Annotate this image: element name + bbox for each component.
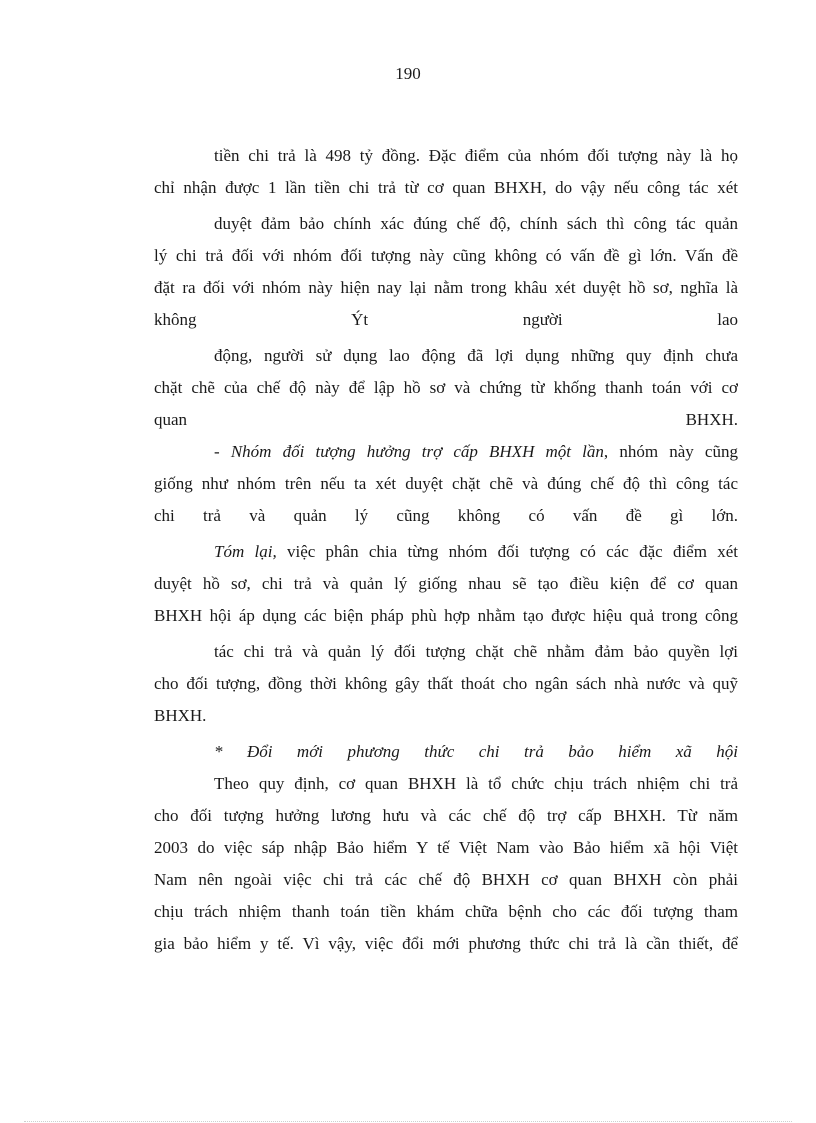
text-line: duyệt đảm bảo chính xác đúng chế độ, chính sách thì công tác quản [214,214,738,233]
text-line: tác chi trả và quản lý đối tượng chặt chẽ nhằm đảm bảo quyền lợi [214,642,738,661]
text-line [154,436,738,468]
text-line: chi trả và quản lý cũng không có vấn đề gì lớn. [154,506,738,525]
italic-phrase: Nhóm đối tượng hưởng trợ cấp BHXH một lần [230,442,604,461]
text-line: BHXH. [154,706,207,725]
line-rest: , nhóm này cũng [603,442,738,461]
text-line: tiền chi trả là 498 tỷ đồng. Đặc điểm của nhóm đối tượng này là họ [214,146,738,165]
text-line: cho đối tượng, đồng thời không gây thất thoát cho ngân sách nhà nước và quỹ [154,674,738,693]
text-line: lý chi trả đối với nhóm đối tượng này cũng không có vấn đề gì lớn. Vấn đề [154,246,738,265]
text-line: duyệt hồ sơ, chi trả và quản lý giống nhau sẽ tạo điều kiện để cơ quan [154,574,738,593]
text-line: Nam nên ngoài việc chi trả các chế độ BHXH cơ quan BHXH còn phải [154,870,738,889]
text-line: BHXH hội áp dụng các biện pháp phù hợp nhằm tạo được hiệu quả trong công [154,606,738,625]
text-line [154,536,738,568]
text-line: chỉ nhận được 1 lần tiền chi trả từ cơ quan BHXH, do vậy nếu công tác xét [154,178,738,197]
body-text [154,140,738,960]
text-line: chịu trách nhiệm thanh toán tiền khám chữa bệnh cho các đối tượng tham [154,902,738,921]
text-line: giống như nhóm trên nếu ta xét duyệt chặt chẽ và đúng chế độ thì công tác [154,474,738,493]
italic-phrase: Tóm lại, [214,542,277,561]
text-line: quan BHXH. [154,410,738,429]
text-line: cho đối tượng hưởng lương hưu và các chế độ trợ cấp BHXH. Từ năm [154,806,738,825]
text-line: chặt chẽ của chế độ này để lập hồ sơ và chứng từ khống thanh toán với cơ [154,378,738,397]
footer-divider [24,1121,792,1122]
dash-prefix: - [214,442,231,461]
section-heading: * Đổi mới phương thức chi trả bảo hiểm xã hội [214,742,738,761]
text-line: Theo quy định, cơ quan BHXH là tổ chức chịu trách nhiệm chi trả [214,774,738,793]
line-rest: việc phân chia từng nhóm đối tượng có các đặc điểm xét [276,542,738,561]
page-number: 190 [395,64,421,83]
text-line: gia bảo hiểm y tế. Vì vậy, việc đổi mới phương thức chi trả là cần thiết, để [154,934,738,953]
text-line: đặt ra đối với nhóm này hiện nay lại nằm trong khâu xét duyệt hồ sơ, nghĩa là [154,278,738,297]
text-line: 2003 do việc sáp nhập Bảo hiểm Y tế Việt Nam vào Bảo hiểm xã hội Việt [154,838,738,857]
text-line: không Ýt người lao [154,310,738,329]
text-line: động, người sử dụng lao động đã lợi dụng những quy định chưa [214,346,738,365]
